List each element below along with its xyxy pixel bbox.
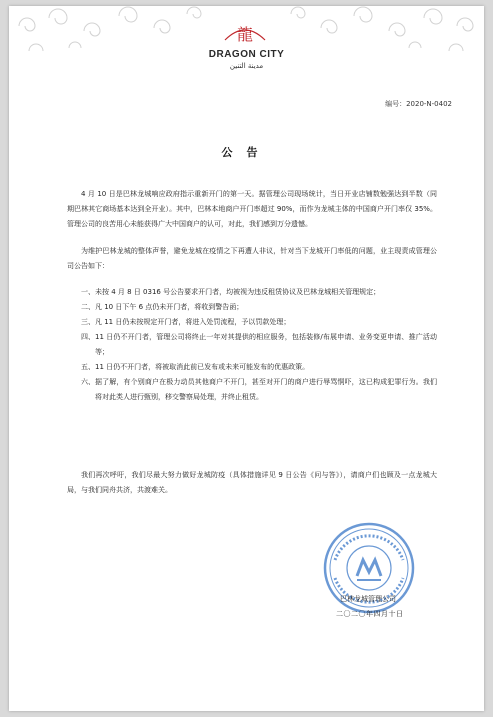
item-number: 一、 — [81, 288, 95, 296]
item-number: 二、 — [81, 303, 95, 311]
paragraph-closing: 我们再次呼吁，我们尽最大努力做好龙城防疫（具体措施详见 9 日公告《问与答》），请商户们也顾及一点龙城大局，与我们同舟共济，共渡难关。 — [67, 471, 437, 494]
signature-date: 二〇二〇年四月十日 — [336, 610, 404, 618]
list-item — [67, 315, 437, 330]
notice-item-list — [67, 285, 437, 405]
page-title: 公告 — [221, 146, 272, 159]
item-text: 凡 10 日下午 6 点仍未开门者，将收到警告函； — [95, 303, 244, 311]
logo-arabic-text: مدينة التنين — [229, 62, 264, 70]
item-number: 三、 — [81, 318, 95, 326]
document-number: 编号：2020-N-0402 — [385, 100, 452, 108]
item-text: 据了解，有个别商户在极力动员其他商户不开门，甚至对开门的商户进行辱骂恫吓，这已构成犯罪行为。我们将对此类人进行甄别，移交警察局处理，并终止租赁。 — [95, 378, 437, 401]
list-item — [67, 285, 437, 300]
signature-company: 巴林龙城管理公司 — [340, 595, 396, 603]
paragraph-intro: 为维护巴林龙城的整体声誉，避免龙城在疫情之下再遭人非议，针对当下龙城开门率低的问题，业主现责成管理公司公告如下： — [67, 247, 437, 270]
item-text: 11 日仍不开门者，将被取消此前已发布或未来可能发布的优惠政策。 — [95, 363, 310, 371]
logo-wordmark: DRAGON CITY — [208, 49, 285, 60]
item-text: 凡 11 日仍未按规定开门者，将进入处罚流程，予以罚款处理； — [95, 318, 291, 326]
item-text: 未按 4 月 8 日 0316 号公告要求开门者，均被视为违反租赁协议及巴林龙城相关管理规定； — [95, 288, 381, 296]
svg-text:龍: 龍 — [236, 25, 254, 44]
item-number: 四、 — [81, 333, 95, 341]
list-item — [67, 375, 437, 405]
item-text: 11 日仍不开门者，管理公司将终止一年对其提供的相应服务，包括装修/布展申请、业务变更申请、推广活动等； — [95, 333, 437, 356]
dragon-city-logo-icon — [217, 18, 273, 48]
item-number: 六、 — [81, 378, 95, 386]
list-item — [67, 300, 437, 315]
paragraph-opening: 4 月 10 日是巴林龙城响应政府指示重新开门的第一天。据管理公司现场统计，当日开业店铺数勉强达到半数（同期巴林其它商场基本达到全开业）。其中，巴林本地商户开门率超过 90%，而作为龙城主体的中国商户开门率仅 35%。管理公司的良苦用心未能获得广大中国商户的认可，对此，我们感到万分遗憾。 — [67, 190, 437, 228]
list-item — [67, 360, 437, 375]
document-page — [9, 6, 484, 711]
list-item — [67, 330, 437, 360]
item-number: 五、 — [81, 363, 95, 371]
